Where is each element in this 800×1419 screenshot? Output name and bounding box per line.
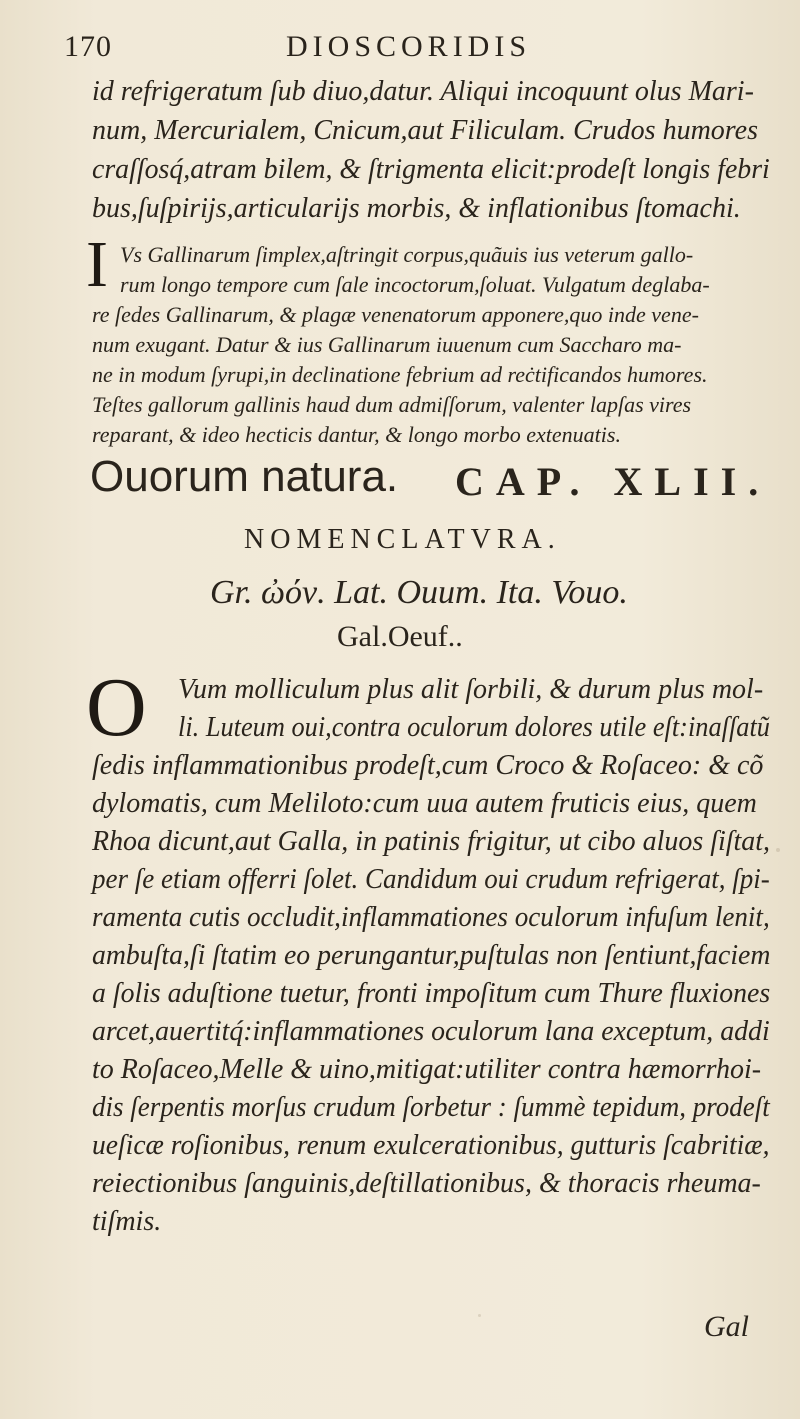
text-line: dylomatis, cum Meliloto:cum uua autem fruticis eius, quem — [92, 788, 757, 819]
text-line: craſſosq́,atram bilem, & ſtrigmenta elicit:prodeſt longis febri — [92, 154, 770, 185]
text-line: dis ſerpentis morſus crudum ſorbetur : ſummè tepidum, prodeſt — [92, 1092, 770, 1123]
text-line: per ſe etiam offerri ſolet. Candidum oui crudum refrigerat, ſpi- — [92, 864, 770, 895]
text-line: a ſolis aduſtione tuetur, fronti impoſitum cum Thure fluxiones — [92, 978, 771, 1009]
text-line: tiſmis. — [92, 1206, 162, 1237]
text-line: to Roſaceo,Melle & uino,mitigat:utiliter contra hæmorrhoi- — [92, 1054, 762, 1085]
text-line: ne in modum ſyrupi,in declinatione febrium ad reċtificandos humores. — [92, 362, 708, 387]
text-line: Rhoa dicunt,aut Galla, in patinis frigitur, ut cibo aluos ſiſtat, — [92, 826, 771, 857]
text-line: bus,ſuſpirijs,articularijs morbis, & inflationibus ſtomachi. — [92, 193, 741, 224]
paper-speck — [478, 1314, 481, 1317]
drop-cap: O — [86, 661, 147, 754]
drop-cap: I — [86, 228, 108, 301]
page-number: 170 — [64, 30, 112, 63]
names-line: Gr. ὠόν. Lat. Ouum. Ita. Vouo. — [210, 574, 628, 611]
text-line: ſedis inflammationibus prodeſt,cum Croco & Roſaceo: & cõ — [92, 750, 764, 781]
text-line: Teſtes gallorum gallinis haud dum admiſſorum, valenter lapſas vires — [92, 392, 692, 417]
text-line: reiectionibus ſanguinis,deſtillationibus, & thoracis rheuma- — [92, 1168, 761, 1199]
chapter-label: CAP. XLII. — [455, 459, 771, 504]
text-line: ramenta cutis occludit,inflammationes oculorum infuſum lenit, — [92, 902, 770, 933]
page-header — [64, 30, 764, 70]
text-line: arcet,auertitq́:inflammationes oculorum lana exceptum, addi — [92, 1016, 770, 1047]
gal-line: Gal.Oeuf.. — [337, 620, 463, 653]
text-line: Vs Gallinarum ſimplex,aſtringit corpus,quãuis ius veterum gallo- — [120, 242, 694, 267]
text-line: ueſicæ roſionibus, renum exulcerationibus, gutturis ſcabritiæ, — [92, 1130, 770, 1161]
paper-speck — [776, 848, 780, 852]
running-title: DIOSCORIDIS — [286, 30, 532, 63]
text-line: li. Luteum oui,contra oculorum dolores utile eſt:inaſſatũ — [178, 712, 770, 743]
text-line: re ſedes Gallinarum, & plagæ venenatorum apponere,quo inde vene- — [92, 302, 699, 327]
catchword: Gal — [704, 1310, 749, 1343]
text-line: Vum molliculum plus alit ſorbili, & durum plus mol- — [178, 674, 764, 705]
text-line: num, Mercurialem, Cnicum,aut Filiculam. Crudos humores — [92, 115, 758, 146]
text-line: reparant, & ideo hecticis dantur, & longo morbo extenuatis. — [92, 422, 621, 447]
text-line: ambuſta,ſi ſtatim eo perungantur,puſtulas non ſentiunt,faciem — [92, 940, 771, 971]
text-line: rum longo tempore cum ſale incoctorum,ſoluat. Vulgatum deglaba- — [120, 272, 710, 297]
section-title: Ouorum natura. — [90, 452, 399, 501]
nomenclature-heading: NOMENCLATVRA. — [244, 524, 561, 555]
text-line: id refrigeratum ſub diuo,datur. Aliqui incoquunt olus Mari- — [92, 76, 754, 107]
text-line: num exugant. Datur & ius Gallinarum iuuenum cum Saccharo ma- — [92, 332, 682, 357]
